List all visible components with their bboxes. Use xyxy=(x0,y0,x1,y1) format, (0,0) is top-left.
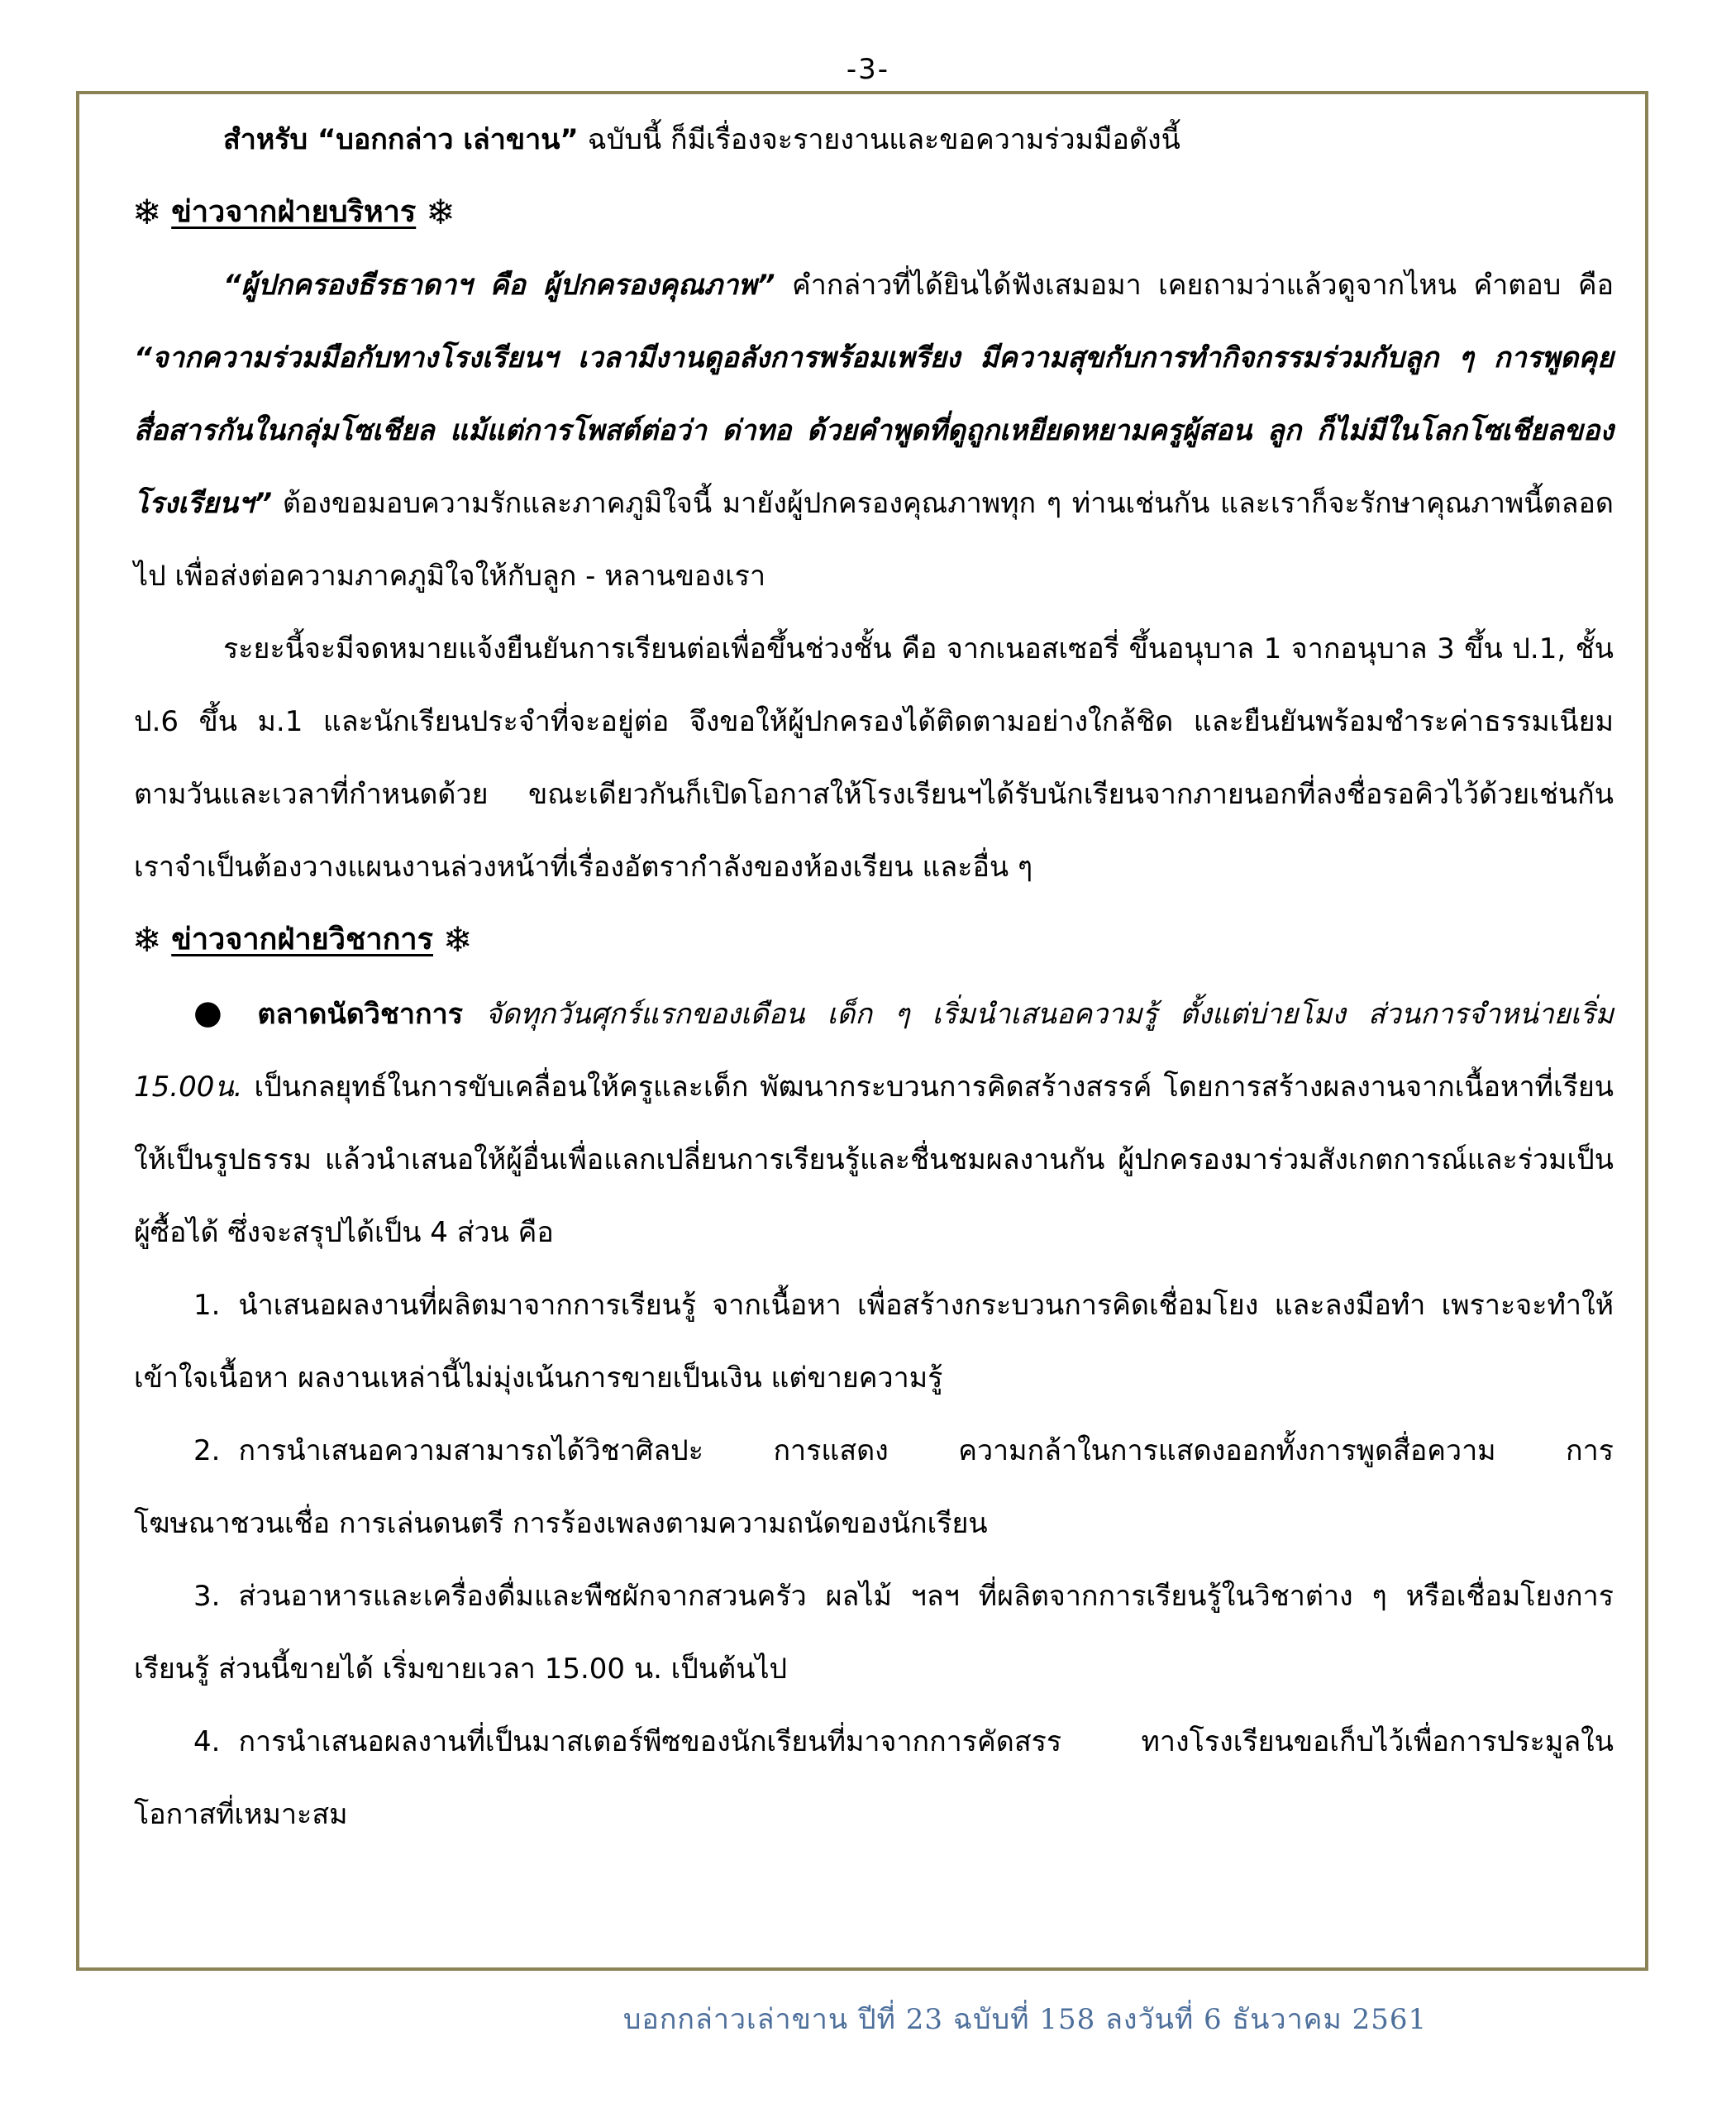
admin-paragraph-1 xyxy=(134,249,1614,613)
admin-paragraph-2: ระยะนี้จะมีจดหมายแจ้งยืนยันการเรียนต่อเพื่อขึ้นช่วงชั้น คือ จากเนอสเซอรี่ ขึ้นอนุบาล 1 จากอนุบาล 3 ขึ้น ป.1, ชั้น ป.6 ขึ้น ม.1 และนักเรียนประจำที่จะอยู่ต่อ จึงขอให้ผู้ปกครองได้ติดตามอย่างใกล้ชิด และยืนยันพร้อมชำระค่าธรรมเนียม ตามวันและเวลาที่กำหนดด้วย ขณะเดียวกันก็เปิดโอกาสให้โรงเรียนฯได้รับนักเรียนจากภายนอกที่ลงชื่อรอคิวไว้ด้วยเช่นกัน เราจำเป็นต้องวางแผนงานล่วงหน้าที่เรื่องอัตรากำลังของห้องเรียน และอื่น ๆ xyxy=(134,632,1614,884)
intro-suffix: ฉบับนี้ ก็มีเรื่องจะรายงานและขอความร่วมมือดังนี้ xyxy=(578,123,1180,156)
snowflake-icon: ❄ xyxy=(442,919,473,960)
list-item-text: นำเสนอผลงานที่ผลิตมาจากการเรียนรู้ จากเนื้อหา เพื่อสร้างกระบวนการคิดเชื่อมโยง และลงมือทำ เพราะจะทำให้เข้าใจเนื้อหา ผลงานเหล่านี้ไม่มุ่งเน้นการขายเป็นเงิน แต่ขายความรู้ xyxy=(134,1289,1614,1395)
snowflake-icon: ❄ xyxy=(132,192,162,232)
bullet-description: เป็นกลยุทธ์ในการขับเคลื่อนให้ครูและเด็ก พัฒนากระบวนการคิดสร้างสรรค์ โดยการสร้างผลงานจากเนื้อหาที่เรียนให้เป็นรูปธรรม แล้วนำเสนอให้ผู้อื่นเพื่อแลกเปลี่ยนการเรียนรู้และชื่นชมผลงานกัน ผู้ปกครองมาร่วมสังเกตการณ์และร่วมเป็นผู้ซื้อได้ ซึ่งจะสรุปได้เป็น 4 ส่วน คือ xyxy=(134,1071,1614,1249)
bullet-schedule: จัดทุกวันศุกร์แรกของเดือน เด็ก ๆ เริ่มนำเสนอความรู้ ตั้งแต่บ่ายโมง ส่วนการจำหน่ายเริ่ม 15.00น. xyxy=(134,998,1614,1104)
page-number: -3- xyxy=(846,53,890,86)
intro-prefix: สำหรับ xyxy=(223,123,317,156)
intro-paragraph xyxy=(134,103,1614,176)
list-item-number: 2. xyxy=(193,1434,221,1467)
admin-answer: “จากความร่วมมือกับทางโรงเรียนฯ เวลามีงานดูอลังการพร้อมเพรียง มีความสุขกับการทำกิจกรรมร่วมกับลูก ๆ การพูดคุยสื่อสารกันในกลุ่มโซเชียล แม้แต่การโพสต์ต่อว่า ด่าทอ ด้วยคำพูดที่ดูถูกเหยียดหยามครูผู้สอน ลูก ก็ไม่มีในโลกโซเชียลของโรงเรียนฯ” xyxy=(134,341,1614,520)
list-item xyxy=(134,1269,1614,1414)
admin-heading-text: ข่าวจากฝ่ายบริหาร xyxy=(171,195,417,229)
newsletter-body xyxy=(134,103,1614,1851)
bullet-icon: ● xyxy=(193,994,236,1032)
admin-p1-text: คำกล่าวที่ได้ยินได้ฟังเสมอมา เคยถามว่าแล้วดูจากไหน คำตอบ คือ xyxy=(775,269,1614,302)
academic-bullet-paragraph xyxy=(134,976,1614,1269)
bullet-title: ตลาดนัดวิชาการ xyxy=(257,998,463,1031)
list-item xyxy=(134,1560,1614,1705)
list-item xyxy=(134,1705,1614,1851)
admin-heading xyxy=(134,176,1614,249)
snowflake-icon: ❄ xyxy=(426,192,455,232)
list-item xyxy=(134,1414,1614,1560)
newsletter-title: “บอกกล่าว เล่าขาน” xyxy=(317,123,579,156)
list-item-number: 1. xyxy=(193,1289,221,1322)
admin-p1-end: ต้องขอมอบความรักและภาคภูมิใจนี้ มายังผู้ปกครองคุณภาพทุก ๆ ท่านเช่นกัน และเราก็จะรักษาคุณภาพนี้ตลอดไป เพื่อส่งต่อความภาคภูมิใจให้กับลูก - หลานของเรา xyxy=(134,487,1614,593)
academic-heading-text: ข่าวจากฝ่ายวิชาการ xyxy=(171,923,433,956)
list-item-number: 4. xyxy=(193,1725,221,1758)
list-item-text: ส่วนอาหารและเครื่องดื่มและพืชผักจากสวนครัว ผลไม้ ฯลฯ ที่ผลิตจากการเรียนรู้ในวิชาต่าง ๆ หรือเชื่อมโยงการเรียนรู้ ส่วนนี้ขายได้ เริ่มขายเวลา 15.00 น. เป็นต้นไป xyxy=(134,1580,1614,1686)
list-item-number: 3. xyxy=(193,1580,221,1613)
list-item-text: การนำเสนอความสามารถได้วิชาศิลปะ การแสดง ความกล้าในการแสดงออกทั้งการพูดสื่อความ การโฆษณาชวนเชื่อ การเล่นดนตรี การร้องเพลงตามความถนัดของนักเรียน xyxy=(134,1434,1614,1540)
footer-issue-info: บอกกล่าวเล่าขาน ปีที่ 23 ฉบับที่ 158 ลงวันที่ 6 ธันวาคม 2561 xyxy=(622,2003,1428,2036)
admin-quote: “ผู้ปกครองธีรธาดาฯ คือ ผู้ปกครองคุณภาพ” xyxy=(223,269,775,302)
list-item-text: การนำเสนอผลงานที่เป็นมาสเตอร์พีซของนักเรียนที่มาจากการคัดสรร ทางโรงเรียนขอเก็บไว้เพื่อการประมูลในโอกาสที่เหมาะสม xyxy=(134,1725,1614,1831)
academic-heading xyxy=(134,904,1614,976)
snowflake-icon: ❄ xyxy=(132,919,162,960)
